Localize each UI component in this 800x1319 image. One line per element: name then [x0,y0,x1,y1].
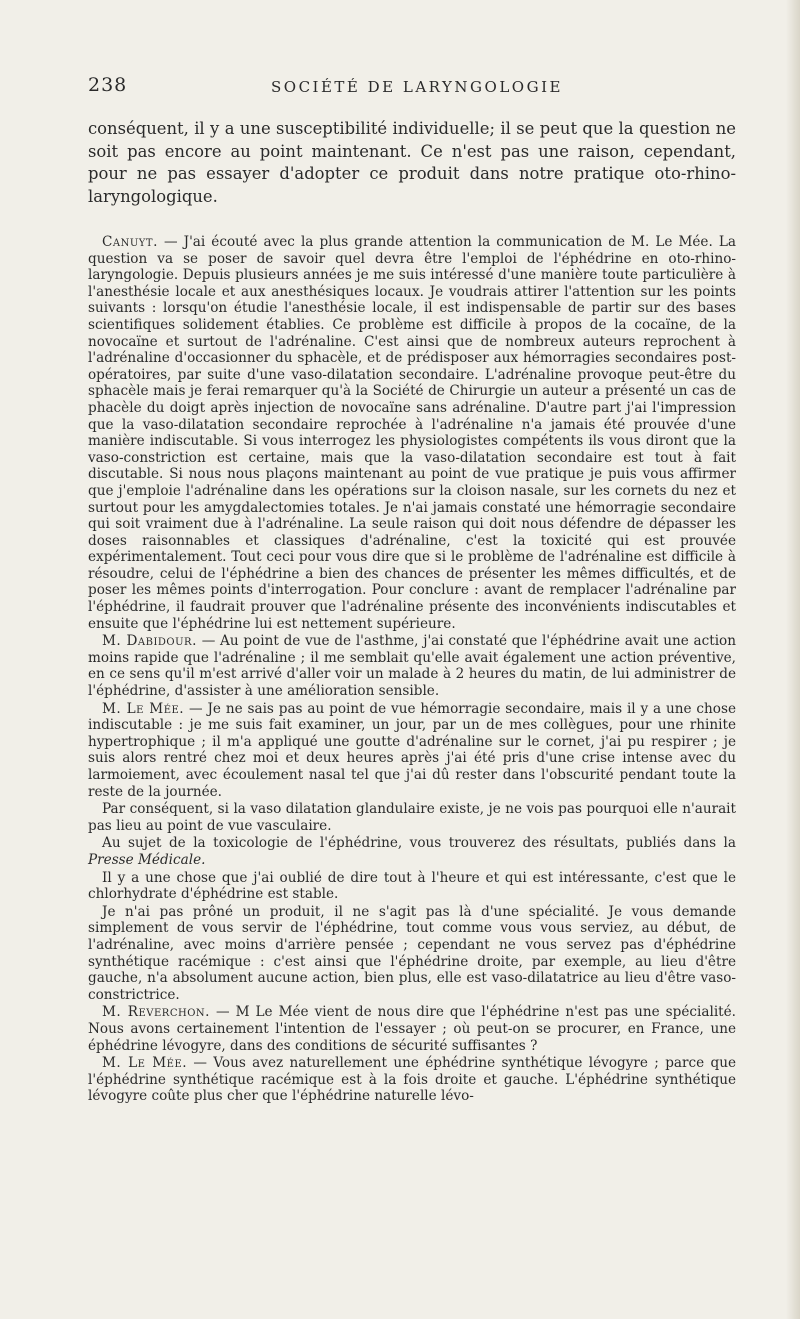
speaker-name: M. Le Mée. [102,700,185,717]
paragraph-chlorhydrate [88,870,736,903]
intro-paragraph: conséquent, il y a une susceptibilité individuelle; il se peut que la question ne soit pas encore au point maintenant. Ce n'est pas une raison, cependant, pour ne pas essayer d'adopter ce produit dans notre pratique oto-rhino-laryngologique. [88,119,736,206]
running-head: SOCIÉTÉ DE LARYNGOLOGIE [271,78,563,96]
paragraph-dabidour [88,633,736,699]
paragraph-consequent [88,801,736,834]
speaker-name: M. Reverchon. [102,1004,210,1021]
paragraph-text: — Au point de vue de l'asthme, j'ai constaté que l'éphédrine avait une action moins rapide que l'adrénaline ; il me semblait qu'elle avait également une action préventive, en ce sens qu'il m'est arrivé d'aller voir un malade à 2 heures du matin, de lui administrer de l'éphédrine, d'assister à une amélioration sensible. [88,633,736,700]
speaker-name: M. Le Mée. [102,1055,188,1072]
paragraph-specialite [88,904,736,1004]
discussion-body [88,234,736,1106]
paragraph-le-mee-2 [88,1055,736,1105]
paragraph-reverchon [88,1004,736,1054]
paragraph-text: — J'ai écouté avec la plus grande attention la communication de M. Le Mée. La question va se poser de savoir quel devra être l'emploi de l'éphédrine en oto-rhino-laryngologie. Depuis plusieurs années je me suis intéressé d'une manière toute particulière à l'anesthésie locale et aux anesthésiques locaux. Je voudrais attirer l'attention sur les points suivants : lorsqu'on étudie l'anesthésie locale, il est indispensable de partir sur des bases scientifiques solidement établies. Ce problème est difficile à propos de la cocaïne, de la novocaïne et surtout de l'adrénaline. C'est ainsi que de nombreux auteurs reprochent à l'adrénaline d'occasionner du sphacèle, et de prédisposer aux hémorragies secondaires post-opératoires, par suite d'une vaso-dilatation secondaire. L'adrénaline provoque peut-être du sphacèle mais je ferai remarquer qu'à la Société de Chirurgie un auteur a présenté un cas de phacèle du doigt après injection de novocaïne sans adrénaline. D'autre part j'ai l'impression que la vaso-dilatation secondaire reprochée à l'adrénaline n'a jamais été prouvée d'une manière indiscutable. Si vous interrogez les physiologistes compétents ils vous diront que la vaso-constriction est certaine, mais que la vaso-dilatation secondaire est tout à fait discutable. Si nous nous plaçons maintenant au point de vue pratique je puis vous affirmer que j'emploie l'adrénaline dans les opérations sur la cloison nasale, sur les cornets du nez et surtout pour les amygdalectomies totales. Je n'ai jamais constaté une hémorragie secondaire qui soit vraiment due à l'adrénaline. La seule raison qui doit nous défendre de dépasser les doses raisonnables et classiques d'adrénaline, c'est la toxicité qui est prouvée expérimentalement. Tout ceci pour vous dire que si le problème de l'adrénaline est difficile à résoudre, celui de l'éphédrine a bien des chances de présenter les mêmes difficultés, et de poser les mêmes points d'interrogation. Pour conclure : avant de remplacer l'adrénaline par l'éphédrine, il faudrait prouver que l'adrénaline présente des inconvénients indiscutables et ensuite que l'éphédrine lui est nettement supérieure. [88,234,736,632]
paragraph-text: — Vous avez naturellement une éphédrine synthétique lévogyre ; parce que l'éphédrine synthétique racémique est à la fois droite et gauche. L'éphédrine synthétique lévogyre coûte plus cher que l'éphédrine naturelle lévo- [88,1055,736,1105]
paragraph-le-mee-1 [88,701,736,801]
paragraph-text: Il y a une chose que j'ai oublié de dire tout à l'heure et qui est intéressante, c'est que le chlorhydrate d'éphédrine est stable. [88,869,736,903]
paragraph-text: — M Le Mée vient de nous dire que l'éphédrine n'est pas une spécialité. Nous avons certainement l'intention de l'essayer ; où peut-on se procurer, en France, une éphédrine lévogyre, dans des conditions de sécurité suffisantes ? [88,1004,736,1054]
paragraph-text: Au sujet de la toxicologie de l'éphédrine, vous trouverez des résultats, publiés dans la [102,835,736,852]
page-header [88,74,738,104]
page-number: 238 [88,74,128,96]
speaker-name: Canuyt. [102,234,158,250]
page-edge-shadow [786,0,800,1319]
speaker-name: M. Dabidour. [102,633,197,650]
paragraph-text: Je n'ai pas prôné un produit, il ne s'agit pas là d'une spécialité. Je vous demande simplement de vous servir de l'éphédrine, tout comme vous vous serviez, au début, de l'adrénaline, avec moins d'arrière pensée ; cependant ne vous servez pas d'éphédrine synthétique racémique : c'est ainsi que l'éphédrine droite, par exemple, au lieu d'être gauche, n'a absolument aucune action, bien plus, elle est vaso-dilatatrice au lieu d'être vaso-constrictrice. [88,903,736,1003]
paragraph-toxicologie [88,835,736,868]
journal-title: Presse Médicale. [88,851,206,868]
paragraph-canuyt [88,234,736,632]
paragraph-text: Par conséquent, si la vaso dilatation glandulaire existe, je ne vois pas pourquoi elle n'aurait pas lieu au point de vue vasculaire. [88,801,736,834]
paragraph-text: — Je ne sais pas au point de vue hémorragie secondaire, mais il y a une chose indiscutable : je me suis fait examiner, un jour, par un de mes collègues, pour une rhinite hypertrophique ; il m'a appliqué une goutte d'adrénaline sur le cornet, j'ai pu respirer ; je suis alors rentré chez moi et deux heures après j'ai été pris d'une crise intense avec du larmoiement, avec écoulement nasal tel que j'ai dû rester dans l'obscurité pendant toute la reste de la journée. [88,700,736,800]
